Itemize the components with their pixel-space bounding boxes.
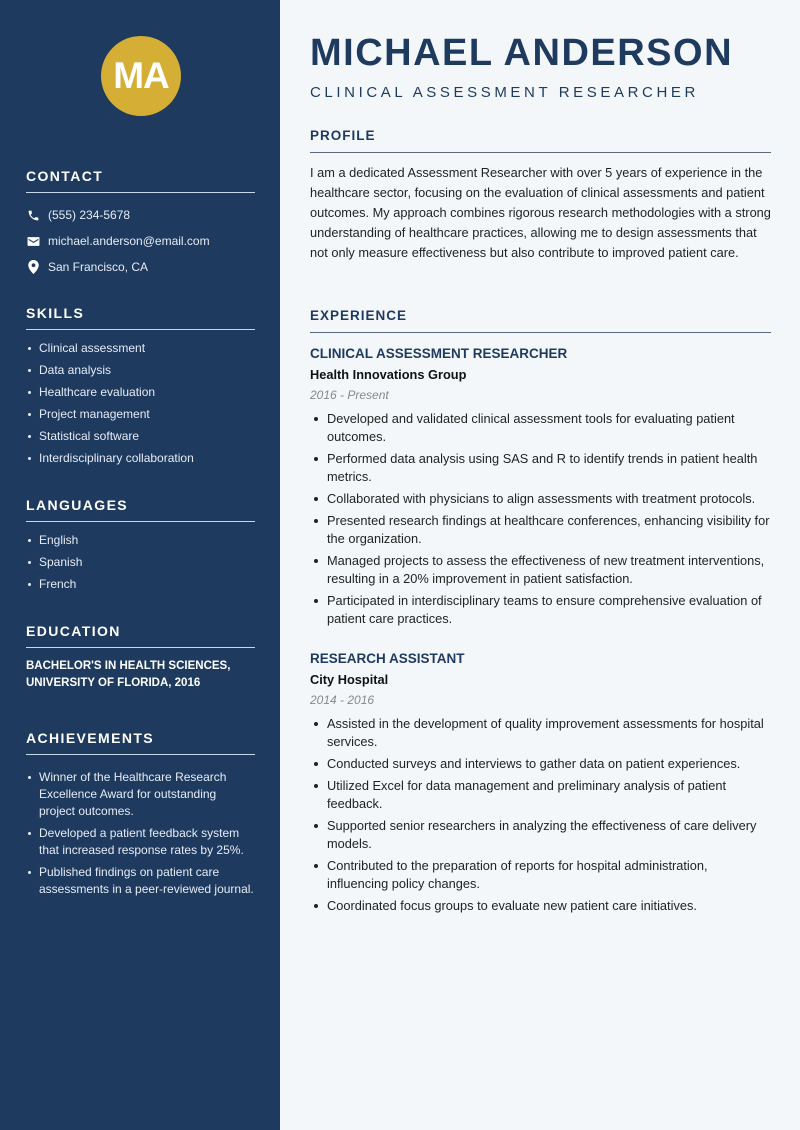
experience-section <box>310 308 771 333</box>
education-section <box>26 623 255 692</box>
achievement-item: Winner of the Healthcare Research Excellence Award for outstanding project outcomes. <box>26 769 255 820</box>
languages-section <box>26 497 255 598</box>
education-degree <box>26 658 255 692</box>
job-bullet: Contributed to the preparation of reports for hospital administration, influencing policy changes. <box>310 857 771 893</box>
phone-icon <box>26 208 40 222</box>
job-bullets <box>310 715 771 915</box>
language-item: Spanish <box>26 554 255 571</box>
job-title: RESEARCH ASSISTANT <box>310 651 465 666</box>
language-item: English <box>26 532 255 549</box>
achievements-section <box>26 730 255 903</box>
skills-section <box>26 305 255 472</box>
job-bullet: Collaborated with physicians to align assessments with treatment protocols. <box>310 490 771 508</box>
skills-heading: SKILLS <box>26 305 255 330</box>
job-company: Health Innovations Group <box>310 367 467 382</box>
achievements-heading: ACHIEVEMENTS <box>26 730 255 755</box>
job-entry <box>310 346 771 632</box>
job-bullet: Presented research findings at healthcare conferences, enhancing visibility for the organization. <box>310 512 771 548</box>
job-entry <box>310 651 771 919</box>
education-heading: EDUCATION <box>26 623 255 648</box>
job-bullet: Coordinated focus groups to evaluate new patient care initiatives. <box>310 897 771 915</box>
languages-list <box>26 532 255 593</box>
location-pin-icon <box>26 260 40 274</box>
skill-item: Data analysis <box>26 362 255 379</box>
skill-item: Healthcare evaluation <box>26 384 255 401</box>
experience-heading: EXPERIENCE <box>310 308 771 333</box>
email-icon <box>26 234 40 248</box>
phone-number[interactable]: (555) 234-5678 <box>48 208 131 222</box>
profile-heading: PROFILE <box>310 128 771 153</box>
contact-section <box>26 168 255 280</box>
job-title: CLINICAL ASSESSMENT RESEARCHER <box>310 346 568 361</box>
profile-text: I am a dedicated Assessment Researcher with over 5 years of experience in the healthcare sector, focusing on the evaluation of clinical assessments and patient outcomes. My approach combines rigorous research methodologies with a strong understanding of healthcare practices, allowing me to design assessments that not only measure effectiveness but also contribute to improved patient care. <box>310 165 771 260</box>
avatar: MA <box>101 36 181 116</box>
job-bullet: Supported senior researchers in analyzing the effectiveness of care delivery models. <box>310 817 771 853</box>
achievement-item: Developed a patient feedback system that increased response rates by 25%. <box>26 825 255 859</box>
job-bullet: Assisted in the development of quality improvement assessments for hospital services. <box>310 715 771 751</box>
achievements-list <box>26 769 255 898</box>
job-bullets <box>310 410 771 628</box>
job-dates: 2014 - 2016 <box>310 693 375 707</box>
candidate-name: MICHAEL ANDERSON <box>310 32 734 74</box>
skill-item: Project management <box>26 406 255 423</box>
contact-email <box>26 228 255 254</box>
skill-item: Interdisciplinary collaboration <box>26 450 255 467</box>
job-dates: 2016 - Present <box>310 388 389 402</box>
skills-list <box>26 340 255 467</box>
job-bullet: Performed data analysis using SAS and R to identify trends in patient health metrics. <box>310 450 771 486</box>
skill-item: Clinical assessment <box>26 340 255 357</box>
job-bullet: Developed and validated clinical assessment tools for evaluating patient outcomes. <box>310 410 771 446</box>
job-bullet: Participated in interdisciplinary teams to ensure comprehensive evaluation of patient care practices. <box>310 592 771 628</box>
candidate-title: CLINICAL ASSESSMENT RESEARCHER <box>310 84 699 101</box>
profile-section <box>310 128 771 263</box>
skill-item: Statistical software <box>26 428 255 445</box>
contact-phone <box>26 202 255 228</box>
achievement-item: Published findings on patient care assessments in a peer-reviewed journal. <box>26 864 255 898</box>
sidebar <box>0 0 280 1130</box>
job-company: City Hospital <box>310 672 389 687</box>
languages-heading: LANGUAGES <box>26 497 255 522</box>
education-line-1: BACHELOR'S IN HEALTH SCIENCES, <box>26 660 231 672</box>
contact-heading: CONTACT <box>26 168 255 193</box>
location-text: San Francisco, CA <box>48 260 149 274</box>
job-bullet: Utilized Excel for data management and preliminary analysis of patient feedback. <box>310 777 771 813</box>
job-bullet: Conducted surveys and interviews to gather data on patient experiences. <box>310 755 771 773</box>
contact-location <box>26 254 255 280</box>
education-line-2: UNIVERSITY OF FLORIDA, 2016 <box>26 677 201 689</box>
language-item: French <box>26 576 255 593</box>
job-bullet: Managed projects to assess the effectiveness of new treatment interventions, resulting in a 20% improvement in patient satisfaction. <box>310 552 771 588</box>
email-address[interactable]: michael.anderson@email.com <box>48 234 210 248</box>
